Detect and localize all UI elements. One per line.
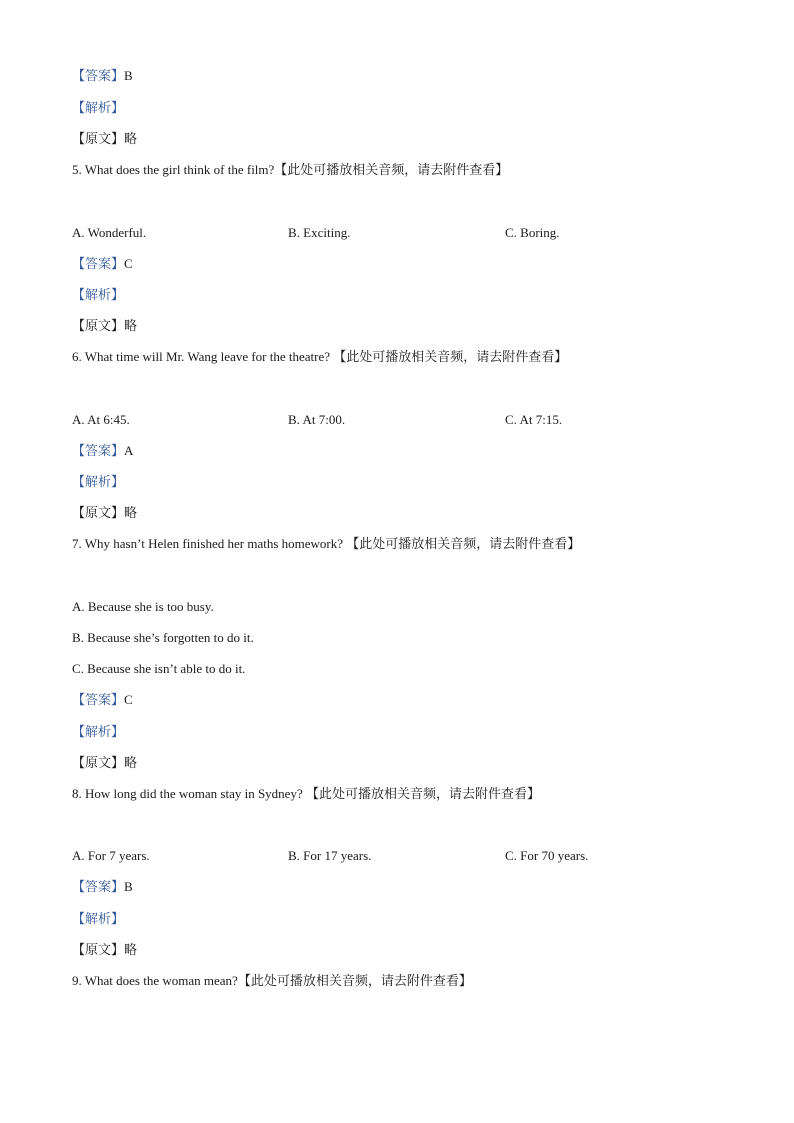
answer-line	[72, 879, 133, 895]
transcript-value: 略	[124, 755, 138, 770]
option-b: B. Exciting.	[288, 225, 351, 240]
option-c: C. For 70 years.	[505, 848, 589, 863]
answer-value: A	[124, 443, 134, 458]
transcript-value: 略	[124, 942, 138, 957]
option-c: C. At 7:15.	[505, 412, 563, 427]
answer-value: B	[124, 879, 133, 894]
transcript-value: 略	[124, 131, 138, 146]
option-c: C. Boring.	[505, 225, 560, 240]
transcript-line	[72, 942, 137, 958]
option-b: B. At 7:00.	[288, 412, 346, 427]
answer-line	[72, 692, 133, 708]
answer-value: B	[124, 68, 133, 83]
transcript-line	[72, 318, 137, 334]
answer-line	[72, 443, 133, 459]
option-a: A. Because she is too busy.	[72, 599, 214, 614]
option-a: A. For 7 years.	[72, 848, 150, 863]
transcript-tag: 【原文】	[72, 505, 125, 520]
question-6: 6. What time will Mr. Wang leave for the theatre? 【此处可播放相关音频，请去附件查看】	[72, 349, 568, 364]
option-a: A. At 6:45.	[72, 412, 130, 427]
transcript-tag: 【原文】	[72, 318, 125, 333]
transcript-value: 略	[124, 505, 138, 520]
option-c: C. Because she isn’t able to do it.	[72, 661, 246, 676]
answer-line	[72, 256, 133, 272]
option-b: B. Because she’s forgotten to do it.	[72, 630, 254, 645]
answer-tag: 【答案】	[72, 692, 125, 707]
answer-value: C	[124, 256, 133, 271]
question-8: 8. How long did the woman stay in Sydney? 【此处可播放相关音频，请去附件查看】	[72, 786, 540, 801]
option-a: A. Wonderful.	[72, 225, 147, 240]
answer-line	[72, 68, 133, 84]
answer-tag: 【答案】	[72, 443, 125, 458]
transcript-value: 略	[124, 318, 138, 333]
analysis-tag: 【解析】	[72, 287, 125, 302]
question-9: 9. What does the woman mean?【此处可播放相关音频，请去附件查看】	[72, 973, 472, 988]
transcript-line	[72, 131, 137, 147]
answer-tag: 【答案】	[72, 68, 125, 83]
question-5: 5. What does the girl think of the film?【此处可播放相关音频，请去附件查看】	[72, 162, 509, 177]
question-7: 7. Why hasn’t Helen finished her maths homework? 【此处可播放相关音频，请去附件查看】	[72, 536, 581, 551]
analysis-tag: 【解析】	[72, 724, 125, 739]
transcript-line	[72, 505, 137, 521]
transcript-tag: 【原文】	[72, 942, 125, 957]
transcript-tag: 【原文】	[72, 755, 125, 770]
analysis-tag: 【解析】	[72, 474, 125, 489]
option-b: B. For 17 years.	[288, 848, 372, 863]
answer-tag: 【答案】	[72, 256, 125, 271]
analysis-tag: 【解析】	[72, 100, 125, 115]
answer-tag: 【答案】	[72, 879, 125, 894]
analysis-tag: 【解析】	[72, 911, 125, 926]
transcript-line	[72, 755, 137, 771]
transcript-tag: 【原文】	[72, 131, 125, 146]
answer-value: C	[124, 692, 133, 707]
